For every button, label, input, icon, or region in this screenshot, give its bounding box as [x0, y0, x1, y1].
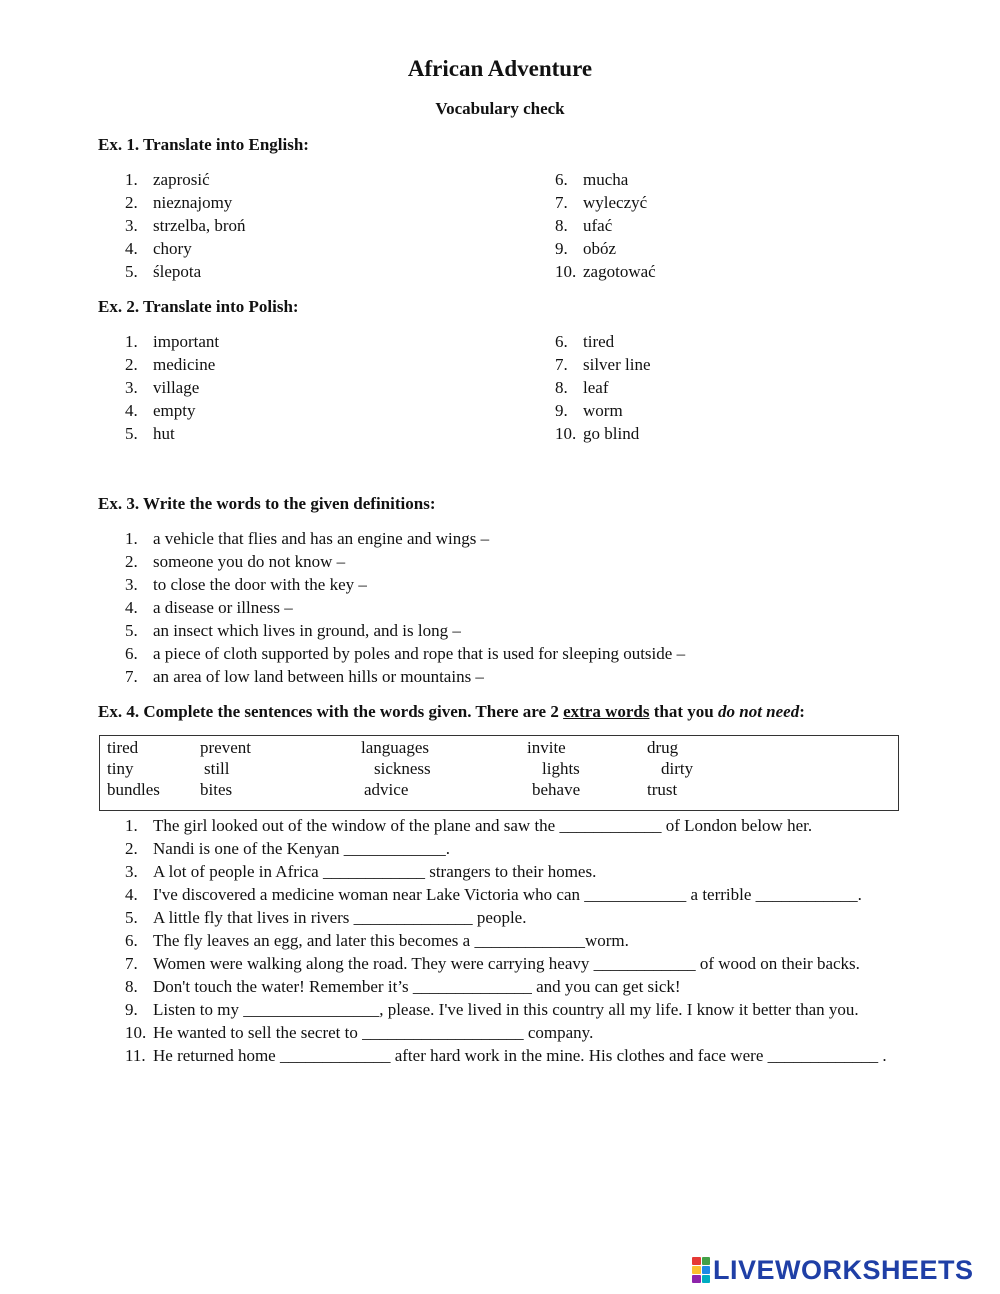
list-item-number: 7.	[555, 355, 568, 374]
logo-icon-square	[692, 1257, 701, 1265]
list-item	[125, 330, 219, 353]
ex2-left-list	[125, 330, 219, 445]
page-title: African Adventure	[407, 56, 593, 81]
list-item	[555, 214, 656, 237]
list-item-text: leaf	[583, 378, 609, 397]
list-item	[125, 929, 905, 952]
list-item	[125, 376, 219, 399]
list-item-text: chory	[153, 239, 192, 258]
logo-icon-square	[692, 1275, 701, 1283]
list-item-number: 9.	[555, 239, 568, 258]
list-item-number: 4.	[125, 401, 138, 420]
list-item	[555, 399, 651, 422]
list-item-text: silver line	[583, 355, 651, 374]
list-item-number: 2.	[125, 193, 138, 212]
ex4-heading	[98, 702, 805, 722]
list-item-text: ślepota	[153, 262, 202, 281]
list-item-number: 1.	[125, 816, 138, 835]
ex1-heading: Ex. 1. Translate into English:	[98, 135, 309, 154]
list-item	[125, 860, 905, 883]
list-item-number: 3.	[125, 378, 138, 397]
word-bank-word: dirty	[661, 759, 694, 778]
list-item-text: someone you do not know –	[153, 552, 346, 571]
list-item-text: a vehicle that flies and has an engine and wings –	[153, 529, 490, 548]
list-item-number: 9.	[555, 401, 568, 420]
list-item	[125, 998, 905, 1021]
ex4-sentences-list	[125, 814, 905, 1067]
list-item-number: 2.	[125, 355, 138, 374]
list-item-number: 8.	[125, 977, 138, 996]
word-bank-word: sickness	[374, 759, 431, 778]
list-item-text: I've discovered a medicine woman near Lake Victoria who can ____________ a terrible ____________.	[153, 885, 862, 904]
list-item-number: 5.	[125, 424, 138, 443]
list-item	[125, 527, 685, 550]
list-item-text: village	[153, 378, 200, 397]
list-item-number: 4.	[125, 239, 138, 258]
word-bank-word: tiny	[107, 759, 134, 778]
list-item	[555, 260, 656, 283]
logo-icon-square	[702, 1266, 711, 1274]
word-bank	[99, 735, 899, 811]
list-item	[125, 619, 685, 642]
word-bank-word: still	[204, 759, 230, 778]
ex4-heading-extra-words: extra words	[563, 702, 650, 721]
ex3-heading: Ex. 3. Write the words to the given definitions:	[98, 494, 436, 513]
word-bank-word: advice	[364, 780, 409, 799]
list-item-text: tired	[583, 332, 615, 351]
list-item	[125, 642, 685, 665]
list-item-number: 7.	[555, 193, 568, 212]
list-item	[555, 330, 651, 353]
list-item-text: A lot of people in Africa ____________ strangers to their homes.	[153, 862, 597, 881]
list-item-number: 6.	[125, 644, 138, 663]
list-item-text: hut	[153, 424, 175, 443]
list-item	[125, 353, 219, 376]
list-item-number: 2.	[125, 839, 138, 858]
ex3-definitions-list	[125, 527, 685, 688]
list-item-number: 6.	[555, 170, 568, 189]
ex4-heading-part-b: that you	[649, 702, 718, 721]
list-item-text: a disease or illness –	[153, 598, 293, 617]
list-item	[555, 376, 651, 399]
list-item-text: medicine	[153, 355, 216, 374]
list-item-text: zaprosić	[153, 170, 210, 189]
list-item	[125, 573, 685, 596]
list-item-number: 4.	[125, 598, 138, 617]
list-item-text: wyleczyć	[583, 193, 648, 212]
list-item-text: Listen to my ________________, please. I've lived in this country all my life. I know it better than you.	[153, 1000, 859, 1019]
list-item-text: zagotować	[583, 262, 656, 281]
ex4-heading-do-not-need: do not need	[717, 702, 800, 721]
list-item	[125, 191, 246, 214]
list-item-text: mucha	[583, 170, 629, 189]
list-item-number: 2.	[125, 552, 138, 571]
ex1-right-list	[555, 168, 656, 283]
list-item-text: The fly leaves an egg, and later this becomes a _____________worm.	[153, 931, 629, 950]
word-bank-word: bundles	[107, 780, 160, 799]
list-item	[125, 214, 246, 237]
list-item-text: go blind	[583, 424, 640, 443]
word-bank-word: languages	[361, 738, 429, 757]
list-item-number: 3.	[125, 216, 138, 235]
word-bank-word: lights	[542, 759, 580, 778]
liveworksheets-logo	[692, 1256, 974, 1284]
list-item-number: 6.	[555, 332, 568, 351]
list-item	[125, 237, 246, 260]
word-bank-word: invite	[527, 738, 566, 757]
logo-icon-square	[702, 1257, 711, 1265]
list-item-number: 8.	[555, 378, 568, 397]
word-bank-word: trust	[647, 780, 678, 799]
word-bank-word: tired	[107, 738, 139, 757]
ex4-heading-part-a: Ex. 4. Complete the sentences with the words given. There are 2	[98, 702, 564, 721]
list-item-number: 1.	[125, 332, 138, 351]
list-item-number: 6.	[125, 931, 138, 950]
list-item-text: an insect which lives in ground, and is long –	[153, 621, 461, 640]
list-item	[125, 168, 246, 191]
list-item-text: Nandi is one of the Kenyan ____________.	[153, 839, 450, 858]
list-item-text: He returned home _____________ after hard work in the mine. His clothes and face were _____________ .	[153, 1046, 887, 1065]
list-item-number: 5.	[125, 262, 138, 281]
ex2-heading: Ex. 2. Translate into Polish:	[98, 297, 299, 316]
list-item-text: obóz	[583, 239, 617, 258]
list-item-number: 7.	[125, 667, 138, 686]
list-item	[555, 353, 651, 376]
list-item-number: 8.	[555, 216, 568, 235]
list-item	[125, 260, 246, 283]
list-item-text: A little fly that lives in rivers ______________ people.	[153, 908, 527, 927]
list-item	[125, 883, 905, 906]
list-item	[125, 422, 219, 445]
list-item-text: The girl looked out of the window of the plane and saw the ____________ of London below her.	[153, 816, 813, 835]
list-item	[555, 168, 656, 191]
list-item-text: worm	[583, 401, 623, 420]
list-item	[125, 975, 905, 998]
ex1-left-list	[125, 168, 246, 283]
word-bank-word: drug	[647, 738, 679, 757]
list-item	[125, 814, 905, 837]
list-item-text: empty	[153, 401, 196, 420]
list-item-number: 3.	[125, 575, 138, 594]
list-item-number: 1.	[125, 529, 138, 548]
list-item-text: strzelba, broń	[153, 216, 246, 235]
list-item-text: a piece of cloth supported by poles and rope that is used for sleeping outside –	[153, 644, 686, 663]
list-item-text: Don't touch the water! Remember it’s ______________ and you can get sick!	[153, 977, 681, 996]
list-item-text: nieznajomy	[153, 193, 233, 212]
page-subtitle: Vocabulary check	[435, 99, 565, 118]
list-item-text: important	[153, 332, 220, 351]
list-item	[125, 399, 219, 422]
word-bank-word: prevent	[200, 738, 251, 757]
liveworksheets-logo-text: LIVEWORKSHEETS	[713, 1254, 974, 1285]
list-item	[125, 550, 685, 573]
list-item	[555, 422, 651, 445]
list-item	[125, 596, 685, 619]
word-bank-word: bites	[200, 780, 233, 799]
list-item-number: 5.	[125, 908, 138, 927]
ex2-right-list	[555, 330, 651, 445]
list-item-number: 11.	[125, 1046, 146, 1065]
list-item-number: 9.	[125, 1000, 138, 1019]
logo-icon-square	[702, 1275, 711, 1283]
list-item-text: Women were walking along the road. They were carrying heavy ____________ of wood on their backs.	[153, 954, 860, 973]
list-item-number: 5.	[125, 621, 138, 640]
list-item-text: an area of low land between hills or mountains –	[153, 667, 484, 686]
list-item-number: 4.	[125, 885, 138, 904]
list-item-number: 1.	[125, 170, 138, 189]
list-item-number: 10.	[125, 1023, 147, 1042]
list-item	[125, 1021, 905, 1044]
ex4-heading-part-c: :	[799, 702, 805, 721]
list-item-text: ufać	[583, 216, 613, 235]
list-item-number: 10.	[555, 262, 577, 281]
list-item	[125, 1044, 905, 1067]
logo-icon-square	[692, 1266, 701, 1274]
list-item	[125, 837, 905, 860]
list-item	[125, 952, 905, 975]
list-item-number: 3.	[125, 862, 138, 881]
list-item-number: 7.	[125, 954, 138, 973]
list-item-number: 10.	[555, 424, 577, 443]
list-item-text: to close the door with the key –	[153, 575, 367, 594]
list-item	[555, 191, 656, 214]
word-bank-word: behave	[532, 780, 581, 799]
list-item-text: He wanted to sell the secret to ___________________ company.	[153, 1023, 594, 1042]
list-item	[125, 665, 685, 688]
list-item	[555, 237, 656, 260]
liveworksheets-logo-icon	[692, 1257, 710, 1283]
list-item	[125, 906, 905, 929]
